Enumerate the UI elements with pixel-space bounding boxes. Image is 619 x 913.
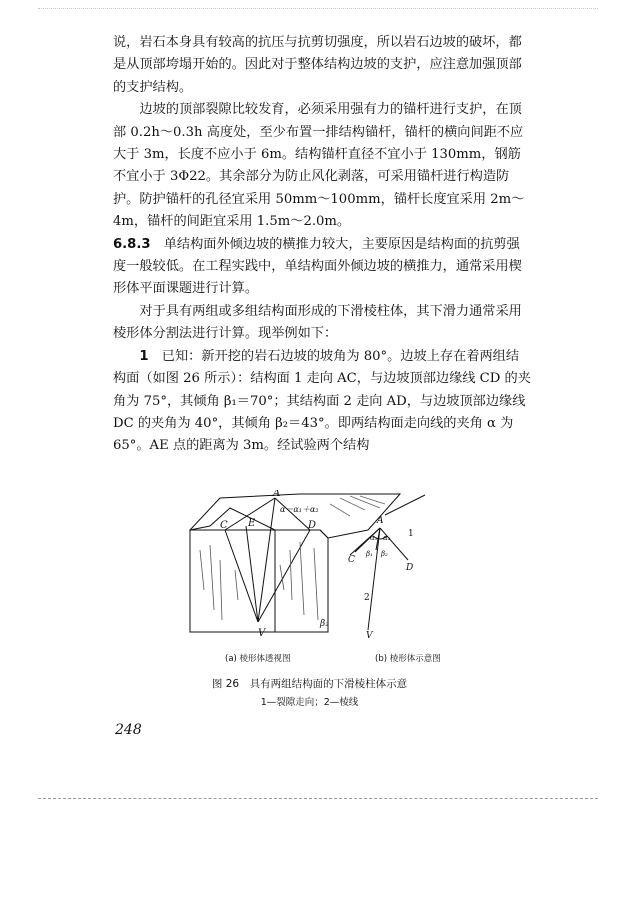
label-e: E: [248, 518, 256, 529]
line-ev: [246, 526, 258, 622]
prism-diagram: [180, 490, 470, 640]
figure-26: [180, 490, 470, 665]
page-number: 248: [115, 722, 142, 738]
bottom-scan-line: [38, 798, 598, 799]
line-av: [258, 498, 275, 622]
figure-note: 1—裂隙走向；2—棱线: [260, 697, 359, 708]
subcaption-a: (a) 棱形体透视图: [225, 654, 291, 664]
label-alpha-sum: α＝α₁＋α₂: [280, 505, 319, 514]
label-b-1: 1: [408, 529, 414, 539]
top-scan-line: [38, 8, 598, 9]
paragraph-5: [113, 346, 531, 458]
example-number: 1: [139, 348, 149, 364]
label-b-c: C: [348, 555, 355, 565]
schematic-strike: [385, 495, 425, 515]
body-text: [113, 32, 531, 458]
paragraph-5-text: 已知：新开挖的岩石边坡的坡角为 80°。边坡上存在着两组结构面（如图 26 所示）：结构面 1 走向 AC，与边坡顶部边缘线 CD 的夹角为 75°，其倾角 β₁＝70°；其结构面 2 走向 AD，与边坡顶部边缘线 DC 的夹角为 40°，其倾角 β₂＝43°。即两结构面走向线的夹角 α 为 65°。AE 点的距离为 3m。经试验两个结构: [113, 348, 531, 454]
fracture-hatching: [200, 542, 318, 620]
paragraph-4: 对于具有两组或多组结构面形成的下滑棱柱体，其下滑力通常采用棱形体分割法进行计算。现举例如下：: [113, 303, 522, 342]
section-number: 6.8.3: [113, 236, 151, 252]
label-beta-2a: β₂: [320, 619, 329, 629]
line-ad: [275, 498, 310, 530]
label-b-alpha2: α₂: [383, 534, 391, 542]
label-b-d: D: [406, 563, 414, 573]
paragraph-2: 边坡的顶部裂隙比较发育，必须采用强有力的锚杆进行支护，在顶部 0.2h～0.3h 高度处，至少布置一排结构锚杆，锚杆的横向间距不应大于 3m，长度不应小于 6m。结构锚杆直径不宜小于 130mm，钢筋不宜小于 3Φ22。其余部分为防止风化剥落，可采用锚杆进行构造防护。防护锚杆的孔径宜采用 50mm～100mm，锚杆长度宜采用 2m～4m，锚杆的间距宜采用 1.5m～2.0m。: [113, 102, 525, 230]
label-c: C: [220, 520, 228, 531]
label-b-beta2: β₂: [381, 550, 388, 558]
label-d: D: [308, 520, 317, 531]
figure-caption: 图 26 具有两组结构面的下滑棱柱体示意: [211, 678, 408, 690]
label-b-alpha1: α₁: [370, 534, 378, 542]
block-top-edge: [190, 508, 275, 530]
paragraph-3-text: 单结构面外倾边坡的横推力较大，主要原因是结构面的抗剪强度一般较低。在工程实践中，单结构面外倾边坡的横推力，通常采用楔形体平面课题进行计算。: [113, 236, 522, 297]
prism-schematic-view: [350, 495, 425, 630]
label-b-beta1: β₁: [366, 550, 373, 558]
line-cv: [225, 530, 258, 622]
prism-perspective-view: [190, 494, 400, 632]
label-a: A: [273, 490, 281, 499]
schematic-labels: [348, 516, 414, 640]
label-b-v: V: [366, 631, 373, 640]
paragraph-1: 说，岩石本身具有较高的抗压与抗剪切强度，所以岩石边坡的破坏，都是从顶部垮塌开始的。因此对于整体结构边坡的支护，应注意加强顶部的支护结构。: [113, 35, 522, 95]
subcaption-b: (b) 棱形体示意图: [375, 654, 441, 664]
label-v: V: [258, 628, 266, 639]
label-b-a: A: [377, 516, 384, 526]
label-b-2: 2: [364, 593, 370, 603]
paragraph-3: [113, 234, 531, 301]
top-hatching: [330, 496, 385, 516]
schematic-av: [368, 528, 380, 630]
